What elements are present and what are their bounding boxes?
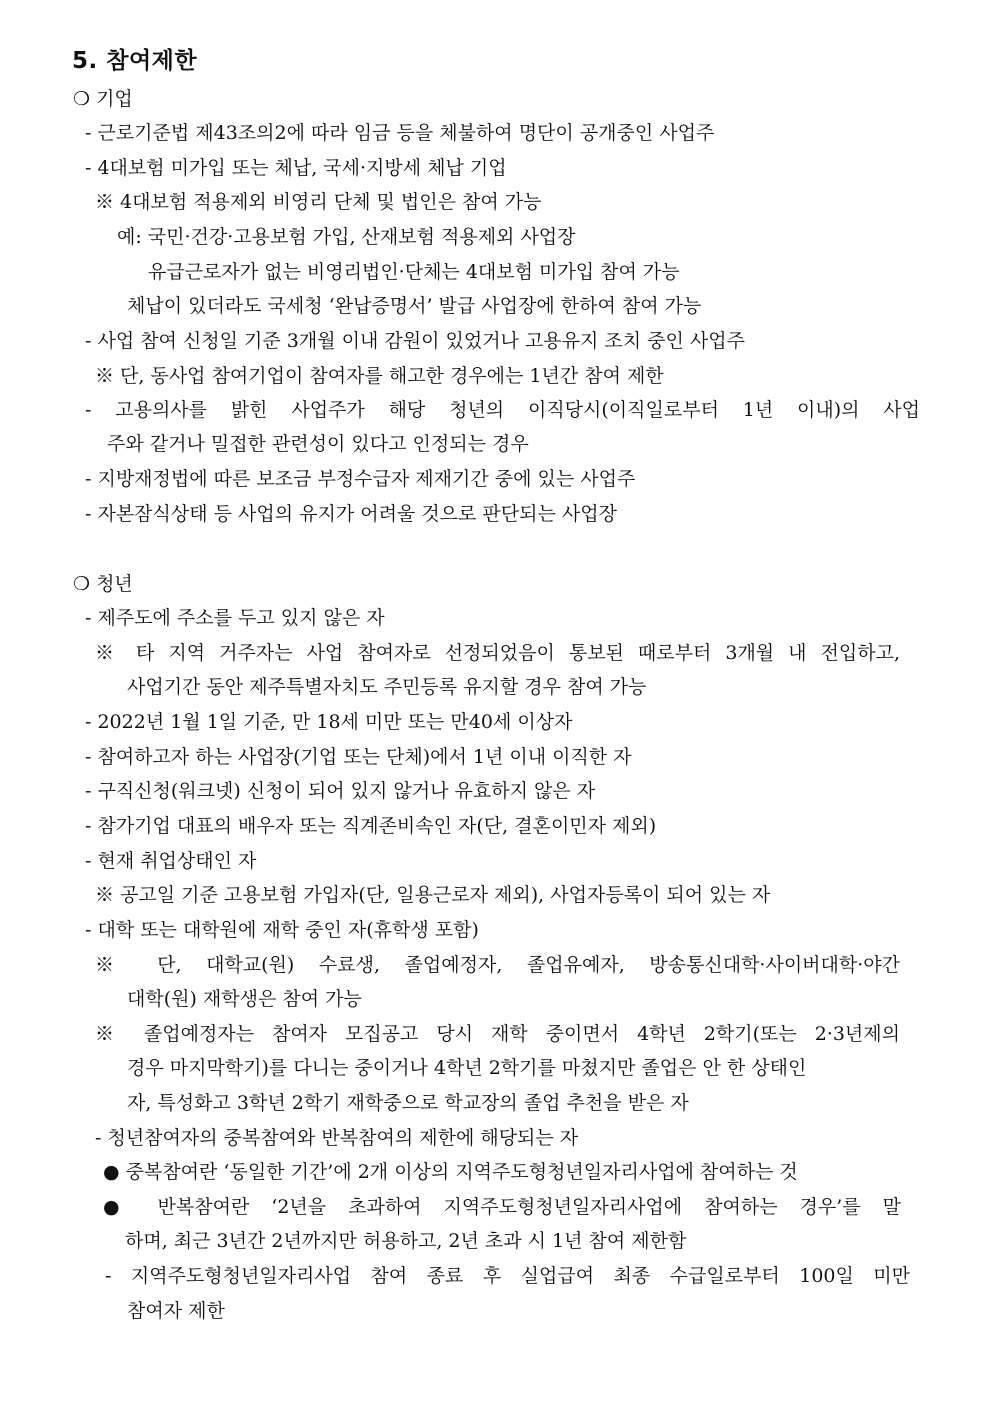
list-item: - 고용의사를 밝힌 사업주가 해당 청년의 이직당시(이직일로부터 1년 이내)의 사업 bbox=[85, 399, 920, 421]
list-item: - 대학 또는 대학원에 재학 중인 자(휴학생 포함) bbox=[85, 919, 479, 941]
note-item: ※ 졸업예정자는 참여자 모집공고 당시 재학 중이면서 4학년 2학기(또는 2·3년제의 bbox=[95, 1023, 900, 1045]
section-title: 5. 참여제한 bbox=[72, 48, 198, 74]
list-item: - 4대보험 미가입 또는 체납, 국세·지방세 체납 기업 bbox=[85, 157, 507, 179]
list-item: - 2022년 1월 1일 기준, 만 18세 미만 또는 만40세 이상자 bbox=[85, 711, 573, 733]
list-item: - 자본잠식상태 등 사업의 유지가 어려울 것으로 판단되는 사업장 bbox=[85, 503, 617, 525]
note-item: ※ 타 지역 거주자는 사업 참여자로 선정되었음이 통보된 때로부터 3개월 내 전입하고, bbox=[95, 642, 900, 664]
list-item: - 지역주도형청년일자리사업 참여 종료 후 실업급여 최종 수급일로부터 100일 미만 bbox=[105, 1265, 910, 1287]
list-item: - 구직신청(워크넷) 신청이 되어 있지 않거나 유효하지 않은 자 bbox=[85, 780, 596, 802]
note-item: ※ 공고일 기준 고용보험 가입자(단, 일용근로자 제외), 사업자등록이 되어 있는 자 bbox=[95, 884, 771, 906]
note-item: ※ 단, 동사업 참여기업이 참여자를 해고한 경우에는 1년간 참여 제한 bbox=[95, 365, 664, 387]
list-item: - 사업 참여 신청일 기준 3개월 이내 감원이 있었거나 고용유지 조치 중인 사업주 bbox=[85, 330, 745, 352]
example-line: 예: 국민·건강·고용보험 가입, 산재보험 적용제외 사업장 bbox=[117, 226, 576, 248]
list-item: - 지방재정법에 따른 보조금 부정수급자 제재기간 중에 있는 사업주 bbox=[85, 468, 636, 490]
note-continuation: 대학(원) 재학생은 참여 가능 bbox=[127, 988, 362, 1010]
list-item: - 근로기준법 제43조의2에 따라 임금 등을 체불하여 명단이 공개중인 사업주 bbox=[85, 122, 715, 144]
list-item: - 청년참여자의 중복참여와 반복참여의 제한에 해당되는 자 bbox=[95, 1127, 579, 1149]
heading-company: ❍ 기업 bbox=[73, 88, 133, 110]
bullet-continuation: 하며, 최근 3년간 2년까지만 허용하고, 2년 초과 시 1년 참여 제한함 bbox=[125, 1230, 687, 1252]
example-line: 체납이 있더라도 국세청 ‘완납증명서’ 발급 사업장에 한하여 참여 가능 bbox=[127, 295, 702, 317]
list-item: - 참가기업 대표의 배우자 또는 직계존비속인 자(단, 결혼이민자 제외) bbox=[85, 815, 657, 837]
list-item: - 제주도에 주소를 두고 있지 않은 자 bbox=[85, 607, 385, 629]
bullet-item: ● 반복참여란 ‘2년을 초과하여 지역주도형청년일자리사업에 참여하는 경우’를 말 bbox=[103, 1196, 901, 1218]
list-item-continuation: 주와 같거나 밀접한 관련성이 있다고 인정되는 경우 bbox=[107, 433, 529, 455]
note-item: ※ 4대보험 적용제외 비영리 단체 및 법인은 참여 가능 bbox=[95, 191, 542, 213]
note-continuation: 자, 특성화고 3학년 2학기 재학중으로 학교장의 졸업 추천을 받은 자 bbox=[127, 1092, 689, 1114]
note-continuation: 사업기간 동안 제주특별자치도 주민등록 유지할 경우 참여 가능 bbox=[127, 676, 647, 698]
example-line: 유급근로자가 없는 비영리법인·단체는 4대보험 미가입 참여 가능 bbox=[148, 261, 680, 283]
list-item-continuation: 참여자 제한 bbox=[127, 1300, 225, 1322]
note-item: ※ 단, 대학교(원) 수료생, 졸업예정자, 졸업유예자, 방송통신대학·사이버대학·야간 bbox=[95, 954, 900, 976]
list-item: - 현재 취업상태인 자 bbox=[85, 850, 257, 872]
list-item: - 참여하고자 하는 사업장(기업 또는 단체)에서 1년 이내 이직한 자 bbox=[85, 746, 632, 768]
heading-youth: ❍ 청년 bbox=[73, 573, 133, 595]
bullet-item: ● 중복참여란 ‘동일한 기간’에 2개 이상의 지역주도형청년일자리사업에 참여하는 것 bbox=[103, 1161, 798, 1183]
note-continuation: 경우 마지막학기)를 다니는 중이거나 4학년 2학기를 마쳤지만 졸업은 안 한 상태인 bbox=[127, 1057, 807, 1079]
